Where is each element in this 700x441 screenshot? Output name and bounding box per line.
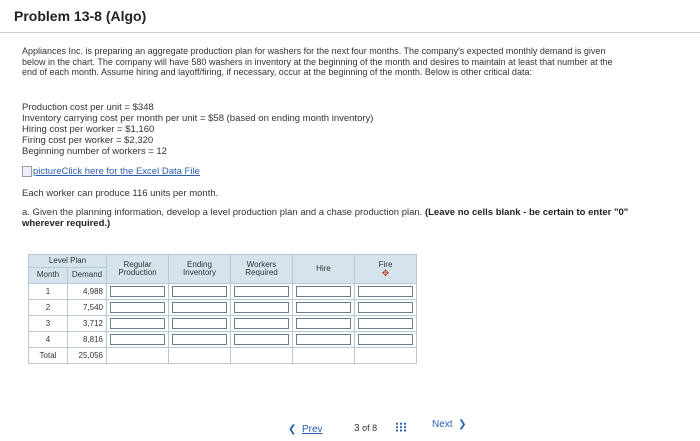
month-cell: 3	[29, 316, 68, 332]
critical-data-list	[22, 102, 373, 157]
ending-inventory-input[interactable]	[169, 332, 231, 348]
month-cell: 2	[29, 300, 68, 316]
workers-required-input[interactable]	[231, 300, 293, 316]
level-plan-table	[28, 254, 417, 364]
hire-input[interactable]	[293, 300, 355, 316]
question-a	[22, 207, 642, 229]
level-plan-label: Level Plan	[29, 255, 107, 268]
table-row-total	[29, 348, 417, 364]
firing-cost: Firing cost per worker = $2,320	[22, 135, 154, 146]
excel-data-link-label[interactable]: pictureClick here for the Excel Data File	[33, 166, 200, 177]
cursor-icon: ✥	[381, 268, 390, 278]
question-grid-icon[interactable]	[395, 422, 407, 432]
regular-production-input[interactable]	[107, 316, 169, 332]
fire-input[interactable]	[355, 284, 417, 300]
header-month: Month	[29, 268, 68, 284]
prev-button[interactable]	[288, 424, 323, 435]
excel-data-link[interactable]	[22, 166, 200, 177]
total-workers-required-cell	[231, 348, 293, 364]
ending-inventory-input[interactable]	[169, 284, 231, 300]
question-emphasis: (Leave no cells blank - be certain to enter "0" wherever required.)	[22, 207, 629, 229]
hiring-cost: Hiring cost per worker = $1,160	[22, 124, 155, 135]
total-regular-production-cell	[107, 348, 169, 364]
regular-production-input[interactable]	[107, 332, 169, 348]
ending-inventory-input[interactable]	[169, 300, 231, 316]
page-current: 3	[354, 423, 360, 434]
production-cost: Production cost per unit = $348	[22, 102, 154, 113]
chevron-right-icon: ❯	[458, 419, 467, 430]
header-workers-required: Workers Required	[231, 255, 293, 284]
demand-cell: 8,816	[68, 332, 107, 348]
header-demand: Demand	[68, 268, 107, 284]
fire-input[interactable]	[355, 332, 417, 348]
broken-image-icon	[22, 166, 32, 177]
page-total: 8	[372, 423, 378, 433]
intro-paragraph: Appliances Inc. is preparing an aggregate production plan for washers for the next four months. The company's expected monthly demand is given below in the chart. The company will have 580 washers in inventory at the beginning of the month and desires to maintain at least that number at the end of each month. Assume hiring and layoff/firing, if necessary, occur at the beginning of the month. Below is other critical data:	[22, 46, 613, 77]
month-cell: 4	[29, 332, 68, 348]
regular-production-input[interactable]	[107, 300, 169, 316]
question-text: a. Given the planning information, develop a level production plan and a chase production plan.	[22, 207, 425, 218]
ending-inventory-input[interactable]	[169, 316, 231, 332]
problem-title: Problem 13-8 (Algo)	[14, 8, 147, 24]
hire-input[interactable]	[293, 284, 355, 300]
table-row	[29, 300, 417, 316]
inventory-carrying-cost: Inventory carrying cost per month per unit = $58 (based on ending month inventory)	[22, 113, 374, 124]
header-regular-production: Regular Production	[107, 255, 169, 284]
workers-required-input[interactable]	[231, 284, 293, 300]
title-divider	[0, 32, 700, 33]
next-button[interactable]	[432, 419, 467, 430]
demand-cell: 7,540	[68, 300, 107, 316]
header-fire-label: Fire	[378, 259, 393, 269]
total-fire-cell	[355, 348, 417, 364]
total-hire-cell	[293, 348, 355, 364]
page-indicator	[354, 423, 377, 434]
header-ending-inventory: Ending Inventory	[169, 255, 231, 284]
table-row	[29, 332, 417, 348]
regular-production-input[interactable]	[107, 284, 169, 300]
table-row	[29, 284, 417, 300]
hire-input[interactable]	[293, 332, 355, 348]
demand-cell-total: 25,056	[68, 348, 107, 364]
fire-input[interactable]	[355, 300, 417, 316]
table-row	[29, 316, 417, 332]
pagination-footer	[0, 410, 700, 441]
header-fire	[355, 255, 417, 284]
page-of: of	[362, 423, 370, 433]
next-label: Next	[432, 419, 453, 430]
total-ending-inventory-cell	[169, 348, 231, 364]
demand-cell: 4,988	[68, 284, 107, 300]
month-cell-total: Total	[29, 348, 68, 364]
demand-cell: 3,712	[68, 316, 107, 332]
header-hire: Hire	[293, 255, 355, 284]
chevron-left-icon: ❮	[288, 424, 297, 435]
units-per-worker-text: Each worker can produce 116 units per month.	[22, 188, 219, 199]
beginning-workers: Beginning number of workers = 12	[22, 146, 167, 157]
workers-required-input[interactable]	[231, 332, 293, 348]
month-cell: 1	[29, 284, 68, 300]
workers-required-input[interactable]	[231, 316, 293, 332]
prev-label: Prev	[301, 424, 323, 435]
hire-input[interactable]	[293, 316, 355, 332]
fire-input[interactable]	[355, 316, 417, 332]
